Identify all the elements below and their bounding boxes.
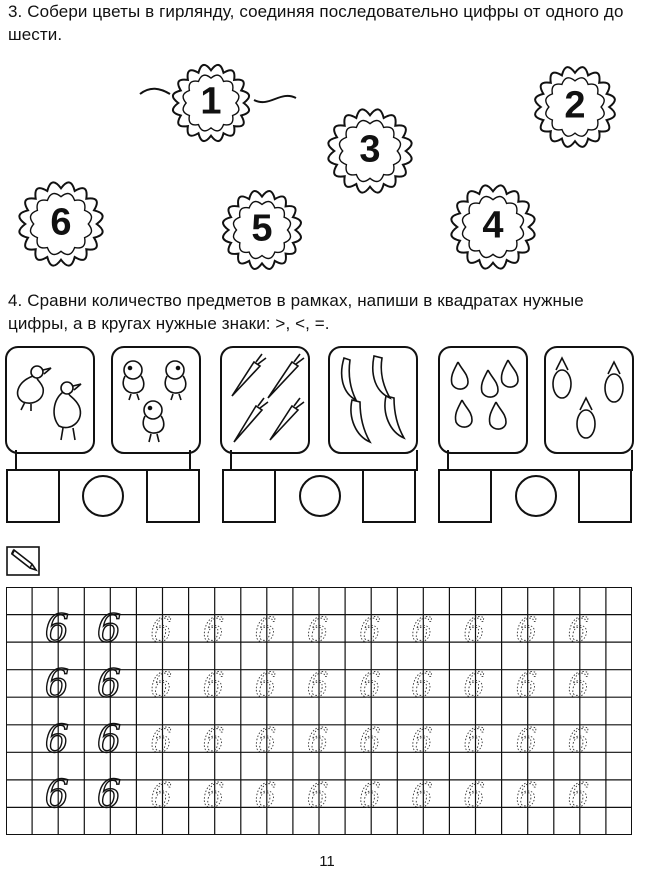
trace-digit[interactable]: 6 <box>202 610 225 651</box>
task-4-number: 4. <box>8 291 23 310</box>
task-3-instruction <box>8 0 638 46</box>
answer-box-6[interactable] <box>578 469 632 523</box>
pencil-icon <box>6 546 40 581</box>
trace-digit[interactable]: 6 <box>567 720 590 761</box>
answer-box-3[interactable] <box>222 469 276 523</box>
trace-digit[interactable]: 6 <box>515 720 538 761</box>
trace-digit[interactable]: 6 <box>567 775 590 816</box>
trace-digit[interactable]: 6 <box>306 720 329 761</box>
flower-number: 4 <box>482 204 504 247</box>
trace-digit[interactable]: 6 <box>567 610 590 651</box>
trace-digit[interactable]: 6 <box>359 610 381 651</box>
flower-number: 3 <box>359 128 381 171</box>
sample-digit: 6 <box>44 716 69 761</box>
picture-card-pineapples <box>544 346 634 454</box>
sample-digit: 6 <box>96 716 122 761</box>
trace-digit[interactable]: 6 <box>150 720 173 761</box>
sample-digit: 6 <box>44 771 69 816</box>
flower-number: 1 <box>200 80 222 123</box>
card-connector-3 <box>447 450 633 471</box>
task-3-text: Собери цветы в гирлянду, соединяя последовательно цифры от одного до шести. <box>8 2 624 44</box>
sign-circle-2[interactable] <box>299 475 341 517</box>
garland-string <box>130 78 310 118</box>
pear-icon <box>440 348 526 452</box>
trace-digit[interactable]: 6 <box>411 665 433 706</box>
trace-digit[interactable]: 6 <box>202 665 225 706</box>
trace-digit[interactable]: 6 <box>150 665 173 706</box>
trace-digit[interactable]: 6 <box>463 610 486 651</box>
sign-circle-3[interactable] <box>515 475 557 517</box>
trace-digit[interactable]: 6 <box>463 775 486 816</box>
sample-digit: 6 <box>96 771 122 816</box>
sample-digit: 6 <box>96 661 122 706</box>
answer-box-4[interactable] <box>362 469 416 523</box>
pineapple-icon <box>546 348 632 452</box>
flower-number: 6 <box>50 201 72 244</box>
picture-card-pears <box>438 346 528 454</box>
trace-digit[interactable]: 6 <box>254 720 277 761</box>
trace-digit[interactable]: 6 <box>150 775 173 816</box>
flower-4[interactable] <box>446 180 540 274</box>
answer-box-1[interactable] <box>6 469 60 523</box>
trace-digit[interactable]: 6 <box>411 775 433 816</box>
trace-digit[interactable]: 6 <box>411 720 433 761</box>
task-3-number: 3. <box>8 2 23 21</box>
picture-card-carrots <box>220 346 310 454</box>
trace-digit[interactable]: 6 <box>359 720 381 761</box>
sample-digit: 6 <box>44 661 69 706</box>
trace-digit[interactable]: 6 <box>202 775 225 816</box>
duck-icon <box>7 348 93 452</box>
trace-digit[interactable]: 6 <box>202 720 225 761</box>
flower-3[interactable] <box>323 104 417 198</box>
trace-digit[interactable]: 6 <box>306 775 329 816</box>
sample-digit: 6 <box>44 606 69 651</box>
trace-digit[interactable]: 6 <box>254 775 277 816</box>
answer-box-2[interactable] <box>146 469 200 523</box>
trace-digit[interactable]: 6 <box>463 720 486 761</box>
flower-6[interactable] <box>14 177 108 271</box>
carrot-icon <box>222 348 308 452</box>
banana-icon <box>330 348 416 452</box>
page-number: 11 <box>319 853 335 870</box>
card-connector-2 <box>230 450 418 471</box>
trace-digit[interactable]: 6 <box>306 665 329 706</box>
trace-digit[interactable]: 6 <box>567 665 590 706</box>
flower-2[interactable] <box>530 62 620 152</box>
answer-box-5[interactable] <box>438 469 492 523</box>
picture-card-ducks <box>5 346 95 454</box>
trace-digit[interactable]: 6 <box>463 665 486 706</box>
task-4-text: Сравни количество предметов в рамках, напиши в квадратах нужные цифры, а в кругах нужные знаки: >, <, =. <box>8 291 584 333</box>
trace-digit[interactable]: 6 <box>254 665 277 706</box>
flower-number: 2 <box>564 84 586 127</box>
trace-digit[interactable]: 6 <box>515 665 538 706</box>
flower-5[interactable] <box>218 186 306 274</box>
trace-digit[interactable]: 6 <box>254 610 277 651</box>
sample-digit: 6 <box>96 606 122 651</box>
picture-card-bananas <box>328 346 418 454</box>
sign-circle-1[interactable] <box>82 475 124 517</box>
trace-digit[interactable]: 6 <box>411 610 433 651</box>
chick-icon <box>113 348 199 452</box>
trace-digit[interactable]: 6 <box>515 775 538 816</box>
trace-digit[interactable]: 6 <box>359 665 381 706</box>
picture-card-chicks <box>111 346 201 454</box>
flower-number: 5 <box>251 207 273 250</box>
trace-digit[interactable]: 6 <box>150 610 173 651</box>
card-connector-1 <box>15 450 191 471</box>
trace-digit[interactable]: 6 <box>306 610 329 651</box>
task-4-instruction <box>8 289 638 335</box>
trace-digit[interactable]: 6 <box>515 610 538 651</box>
writing-practice-grid[interactable] <box>6 587 632 835</box>
trace-digit[interactable]: 6 <box>359 775 381 816</box>
